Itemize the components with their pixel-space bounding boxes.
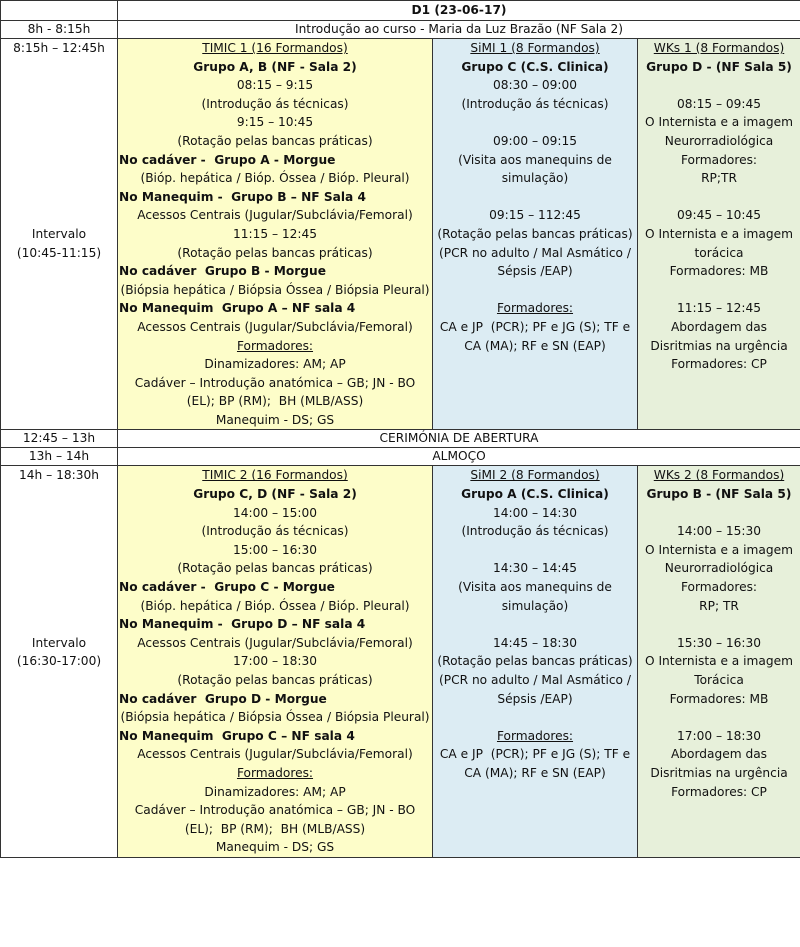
schedule-line: 15:00 – 16:30 <box>232 542 318 557</box>
schedule-line: No Manequim - Grupo D – NF sala 4 <box>119 617 366 632</box>
schedule-line: WKs 2 (8 Formandos) <box>653 468 785 483</box>
schedule-line: Manequim - DS; GS <box>215 840 335 855</box>
intro-text: Introdução ao curso - Maria da Luz Brazão (NF Sala 2) <box>118 21 800 39</box>
spacer <box>2 95 116 114</box>
schedule-line: SiMI 1 (8 Formandos) <box>470 41 600 55</box>
interval-label: Intervalo <box>31 635 87 650</box>
schedule-line: (Introdução ás técnicas) <box>461 96 609 111</box>
schedule-line: Dinamizadores: AM; AP <box>204 357 346 372</box>
schedule-line: (Introdução ás técnicas) <box>201 524 349 539</box>
interval-time: (10:45-11:15) <box>16 245 102 260</box>
spacer <box>2 504 116 523</box>
spacer <box>639 504 799 523</box>
schedule-line: (Rotação pelas bancas práticas) <box>177 673 373 687</box>
schedule-line: Formadores: CP <box>671 784 767 799</box>
schedule-line: Cadáver – Introdução anatómica – GB; JN - BO (EL); BP (RM); BH (MLB/ASS) <box>134 375 420 409</box>
schedule-line: 08:30 – 09:00 <box>492 78 578 93</box>
schedule-line: Formadores: CP <box>671 357 767 372</box>
schedule-line: WKs 1 (8 Formandos) <box>653 41 785 55</box>
schedule-line: Formadores: <box>236 765 314 780</box>
morning-time: 8:15h – 12:45h <box>13 41 105 55</box>
wks2-cell <box>638 466 800 857</box>
interval-time: (16:30-17:00) <box>16 654 102 669</box>
empty-corner-cell <box>1 1 118 21</box>
schedule-line: No Manequim - Grupo B – NF Sala 4 <box>119 189 366 204</box>
spacer <box>2 522 116 541</box>
schedule-line: TIMIC 1 (16 Formandos) <box>202 41 348 55</box>
schedule-line: No Manequim Grupo C – NF sala 4 <box>119 728 355 743</box>
schedule-line: Acessos Centrais (Jugular/Subclávia/Femoral) <box>137 747 413 762</box>
schedule-line: 15:30 – 16:30 <box>676 635 762 650</box>
schedule-line: RP; TR <box>699 598 739 613</box>
intro-row <box>1 21 800 39</box>
schedule-line: Abordagem das Disritmias na urgência <box>650 319 788 353</box>
schedule-line: 09:45 – 10:45 <box>676 208 762 223</box>
simi1-cell <box>433 39 638 430</box>
schedule-line: 14:45 – 18:30 <box>492 635 578 650</box>
schedule-line: Formadores: MB <box>669 264 769 279</box>
spacer <box>639 188 799 207</box>
schedule-line: (Bióp. hepática / Bióp. Óssea / Bióp. Pleural) <box>140 171 410 186</box>
schedule-line: (Bióp. hepática / Bióp. Óssea / Bióp. Pleural) <box>140 598 410 613</box>
spacer <box>2 169 116 188</box>
spacer <box>2 578 116 597</box>
spacer <box>2 597 116 616</box>
ceremony-text: CERIMÓNIA DE ABERTURA <box>118 430 800 448</box>
schedule-line: (Biópsia hepática / Biópsia Óssea / Biópsia Pleural) <box>120 282 430 297</box>
schedule-line: (Rotação pelas bancas práticas) <box>177 133 373 148</box>
schedule-line: 14:00 – 15:30 <box>676 524 762 539</box>
schedule-line: O Internista e a imagem Neurorradiológica <box>645 542 797 576</box>
schedule-line: Grupo C, D (NF - Sala 2) <box>193 487 357 502</box>
schedule-line: 14:30 – 14:45 <box>492 561 578 576</box>
schedule-line: CA e JP (PCR); PF e JG (S); TF e CA (MA); RF e SN (EAP) <box>439 747 634 780</box>
spacer <box>434 188 636 207</box>
schedule-line: (Biópsia hepática / Biópsia Óssea / Biópsia Pleural) <box>120 710 430 725</box>
lunch-time: 13h – 14h <box>1 448 118 466</box>
schedule-line: 11:15 – 12:45 <box>232 226 318 241</box>
schedule-line: 14:00 – 15:00 <box>232 505 318 520</box>
schedule-line: (PCR no adulto / Mal Asmático / Sépsis /EAP) <box>439 245 635 279</box>
schedule-line: (Introdução ás técnicas) <box>201 96 349 111</box>
afternoon-time-cell <box>1 466 118 857</box>
wks1-cell <box>638 39 800 430</box>
schedule-line: Dinamizadores: AM; AP <box>204 784 346 799</box>
schedule-line: SiMI 2 (8 Formandos) <box>470 468 600 483</box>
schedule-line: 11:15 – 12:45 <box>676 301 762 316</box>
schedule-line: Grupo A (C.S. Clinica) <box>461 487 609 502</box>
spacer <box>434 615 636 634</box>
spacer <box>639 615 799 634</box>
afternoon-block-row <box>1 466 800 857</box>
spacer <box>2 485 116 504</box>
ceremony-row <box>1 430 800 448</box>
schedule-line: 09:15 – 112:45 <box>489 208 581 223</box>
schedule-line: Acessos Centrais (Jugular/Subclávia/Femoral) <box>137 319 413 334</box>
schedule-line: Manequim - DS; GS <box>215 412 335 427</box>
spacer <box>2 113 116 132</box>
spacer <box>2 76 116 95</box>
spacer <box>434 541 636 560</box>
schedule-line: Acessos Centrais (Jugular/Subclávia/Femoral) <box>137 635 413 650</box>
schedule-line: 9:15 – 10:45 <box>236 115 314 130</box>
schedule-line: (Rotação pelas bancas práticas) <box>177 245 373 260</box>
schedule-line: 08:15 – 9:15 <box>236 78 314 93</box>
spacer <box>639 281 799 300</box>
schedule-line: Formadores: MB <box>669 691 769 706</box>
spacer <box>2 541 116 560</box>
schedule-line: No cadáver - Grupo A - Morgue <box>119 152 336 167</box>
spacer <box>2 132 116 151</box>
schedule-line: (Rotação pelas bancas práticas) <box>177 561 373 576</box>
spacer <box>2 151 116 170</box>
schedule-line: (Introdução ás técnicas) <box>461 524 609 539</box>
schedule-line: No cadáver Grupo D - Morgue <box>119 691 327 706</box>
schedule-line: (Rotação pelas bancas práticas) <box>437 226 633 241</box>
schedule-line: 14:00 – 14:30 <box>492 505 578 520</box>
morning-block-row <box>1 39 800 430</box>
schedule-line: Formadores: <box>496 301 574 316</box>
schedule-line: Cadáver – Introdução anatómica – GB; JN - BO (EL); BP (RM); BH (MLB/ASS) <box>134 803 420 836</box>
timic2-cell <box>118 466 433 857</box>
spacer <box>434 113 636 132</box>
schedule-line: Grupo B - (NF Sala 5) <box>646 487 792 502</box>
schedule-line: Formadores: <box>236 338 314 353</box>
schedule-line: Abordagem das Disritmias na urgência <box>650 747 788 780</box>
schedule-line: 17:00 – 18:30 <box>676 728 762 743</box>
afternoon-time: 14h – 18:30h <box>19 468 99 483</box>
schedule-line: Grupo C (C.S. Clinica) <box>461 59 609 74</box>
spacer <box>2 58 116 77</box>
schedule-line: TIMIC 2 (16 Formandos) <box>202 468 348 483</box>
day-title: D1 (23-06-17) <box>118 1 800 21</box>
interval-label: Intervalo <box>31 226 87 241</box>
schedule-line: O Internista e a imagem Neurorradiológica <box>645 115 797 148</box>
simi2-cell <box>433 466 638 857</box>
schedule-line: Grupo A, B (NF - Sala 2) <box>193 59 357 74</box>
schedule-line: (Visita aos manequins de simulação) <box>458 152 616 186</box>
morning-time-cell <box>1 39 118 430</box>
intro-time: 8h - 8:15h <box>1 21 118 39</box>
schedule-line: (Visita aos manequins de simulação) <box>458 580 616 613</box>
schedule-line: Formadores: <box>496 728 574 743</box>
schedule-line: O Internista e a imagem torácica <box>645 226 797 260</box>
spacer <box>434 708 636 727</box>
schedule-line: 09:00 – 09:15 <box>492 133 578 148</box>
schedule-line: (PCR no adulto / Mal Asmático / Sépsis /EAP) <box>439 673 635 706</box>
schedule-line: RP;TR <box>701 171 737 186</box>
schedule-line: O Internista e a imagem Torácica <box>645 654 797 687</box>
ceremony-time: 12:45 – 13h <box>1 430 118 448</box>
schedule-line: (Rotação pelas bancas práticas) <box>437 654 633 669</box>
schedule-line: Acessos Centrais (Jugular/Subclávia/Femoral) <box>137 208 413 223</box>
schedule-line: Formadores: <box>680 580 758 595</box>
spacer <box>434 281 636 300</box>
spacer <box>2 206 116 225</box>
schedule-line: 17:00 – 18:30 <box>232 654 318 669</box>
lunch-row <box>1 448 800 466</box>
schedule-line: Formadores: <box>680 152 758 167</box>
schedule-line: No cadáver Grupo B - Morgue <box>119 264 326 279</box>
day-header-row <box>1 1 800 21</box>
spacer <box>2 615 116 634</box>
schedule-line: No cadáver - Grupo C - Morgue <box>119 580 335 595</box>
schedule-line: No Manequim Grupo A – NF sala 4 <box>119 301 356 316</box>
schedule-line: Grupo D - (NF Sala 5) <box>646 59 792 74</box>
spacer <box>639 708 799 727</box>
lunch-text: ALMOÇO <box>118 448 800 466</box>
spacer <box>639 76 799 95</box>
spacer <box>2 559 116 578</box>
timic1-cell <box>118 39 433 430</box>
spacer <box>2 188 116 207</box>
schedule-line: CA e JP (PCR); PF e JG (S); TF e CA (MA); RF e SN (EAP) <box>439 319 634 353</box>
schedule-line: 08:15 – 09:45 <box>676 96 762 111</box>
